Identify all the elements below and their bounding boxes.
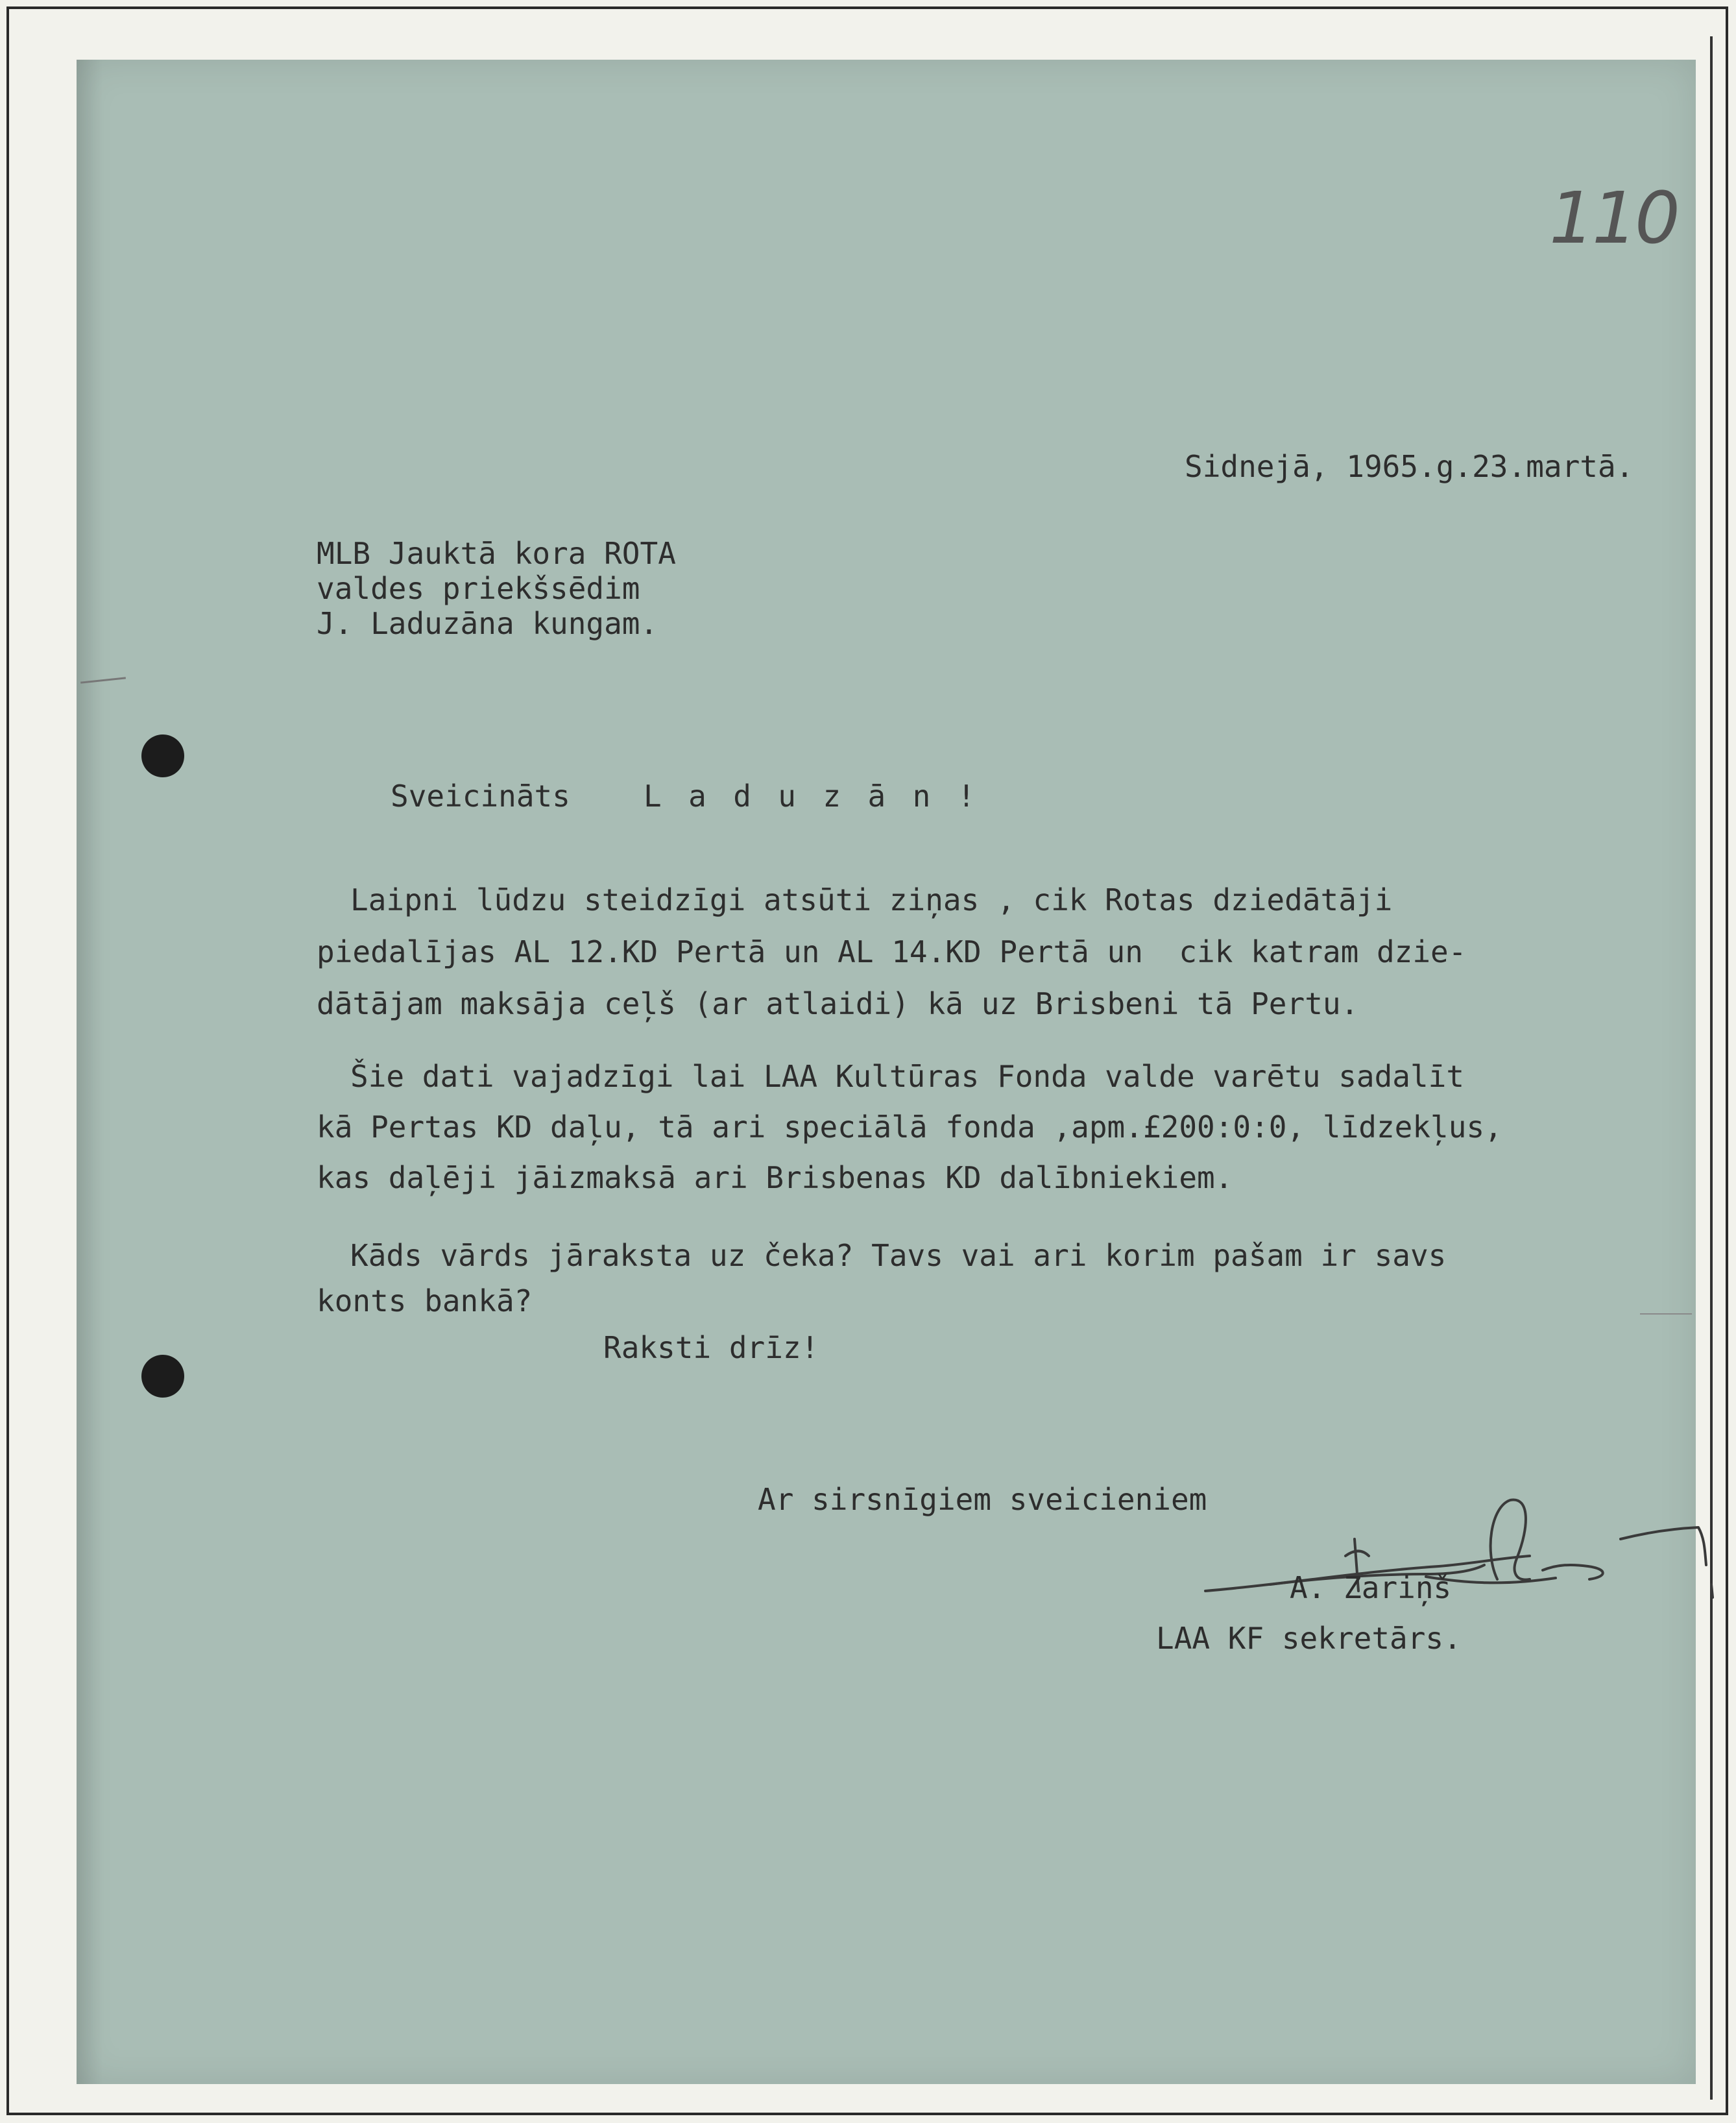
body-p1-line1: Laipni lūdzu steidzīgi atsūti ziņas , cik Rotas dziedātāji: [350, 882, 1393, 917]
letter-page: [77, 60, 1696, 2084]
body-p2-line1: Šie dati vajadzīgi lai LAA Kultūras Fonda valde varētu sadalīt: [350, 1059, 1465, 1094]
folio-number: 110: [1549, 176, 1678, 260]
scan-edge-line: [1710, 36, 1713, 2100]
body-p3-line1: Kāds vārds jāraksta uz čeka? Tavs vai ari korim pašam ir savs: [350, 1238, 1447, 1273]
body-p1-line2: piedalījas AL 12.KD Pertā un AL 14.KD Pertā un cik katram dzie-: [317, 934, 1467, 969]
body-p2-line2: kā Pertas KD daļu, tā ari speciālā fonda ,apm.£200:0:0, līdzekļus,: [317, 1110, 1502, 1145]
addressee-line-1: MLB Jauktā kora ROTA: [317, 536, 676, 571]
signer-name: A. Zariņš: [1290, 1570, 1452, 1605]
addressee-line-3: J. Laduzāna kungam.: [317, 606, 658, 641]
margin-tick-mark: [80, 677, 126, 683]
salutation-name: Laduzān!: [644, 779, 1002, 814]
margin-tick-mark-right: [1640, 1313, 1692, 1315]
body-p2-line3: kas daļēji jāizmaksā ari Brisbenas KD dalībniekiem.: [317, 1160, 1233, 1195]
handwritten-signature: [1192, 1494, 1724, 1636]
body-p1-line3: dātājam maksāja ceļš (ar atlaidi) kā uz Brisbeni tā Pertu.: [317, 986, 1359, 1021]
body-p4-closing-request: Raksti drīz!: [603, 1330, 819, 1365]
punch-hole-top: [141, 734, 184, 777]
body-p3-line2: konts bankā?: [317, 1283, 533, 1318]
salutation-greeting: Sveicināts: [391, 779, 570, 814]
addressee-line-2: valdes priekšsēdim: [317, 571, 640, 606]
signer-title: LAA KF sekretārs.: [1156, 1621, 1462, 1656]
punch-hole-bottom: [141, 1355, 184, 1398]
valediction: Ar sirsnīgiem sveicieniem: [758, 1482, 1207, 1517]
date-line: Sidnejā, 1965.g.23.martā.: [1185, 449, 1634, 484]
